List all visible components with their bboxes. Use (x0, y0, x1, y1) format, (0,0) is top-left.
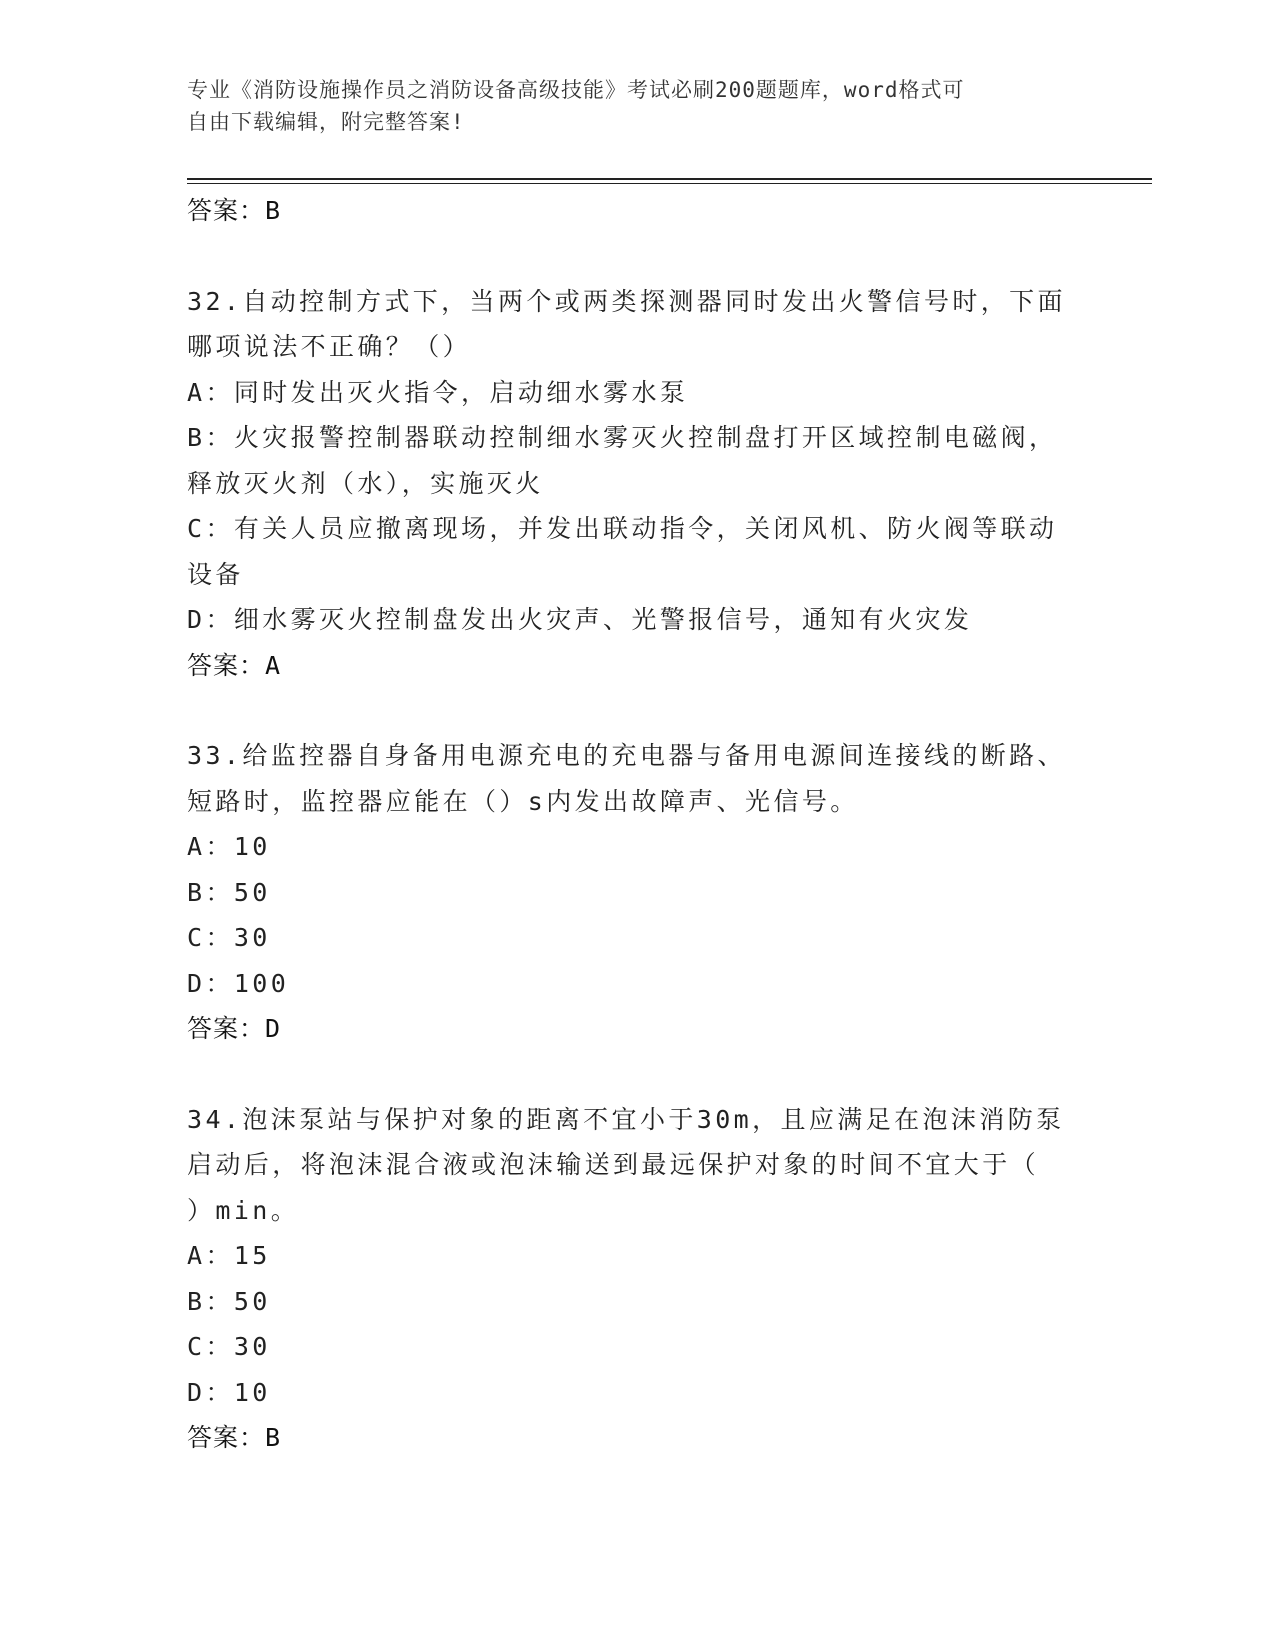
option-c: C：30 (187, 1332, 271, 1361)
question-33 (187, 733, 1087, 1052)
question-stem-line: 哪项说法不正确？（） (187, 332, 472, 361)
question-stem-line: 33.给监控器自身备用电源充电的充电器与备用电源间连接线的断路、 (187, 741, 1066, 770)
option-d: D：100 (187, 968, 290, 998)
answer-label: 答案：A (187, 650, 282, 680)
question-32 (187, 279, 1087, 689)
spacer (187, 234, 1087, 279)
option-c-continued: 设备 (187, 559, 244, 589)
question-stem-line: 短路时，监控器应能在（）s内发出故障声、光信号。 (187, 786, 859, 816)
question-stem-line: ）min。 (187, 1195, 300, 1225)
header-line-1: 专业《消防设施操作员之消防设备高级技能》考试必刷200题题库，word格式可 (187, 78, 965, 102)
option-c: C：30 (187, 923, 271, 952)
document-header (187, 74, 1087, 138)
question-34 (187, 1097, 1087, 1461)
spacer (187, 1052, 1087, 1097)
option-d: D：细水雾灭火控制盘发出火灾声、光警报信号，通知有火灾发 (187, 605, 973, 634)
option-c: C：有关人员应撤离现场，并发出联动指令，关闭风机、防火阀等联动 (187, 514, 1058, 543)
answer-label: 答案：D (187, 1014, 282, 1043)
option-a: A：10 (187, 832, 271, 861)
question-stem-line: 32.自动控制方式下，当两个或两类探测器同时发出火警信号时，下面 (187, 286, 1066, 316)
option-a: A：同时发出灭火指令，启动细水雾水泵 (187, 377, 689, 407)
question-stem-line: 启动后，将泡沫混合液或泡沫输送到最远保护对象的时间不宜大于（ (187, 1150, 1040, 1179)
spacer (187, 688, 1087, 733)
answer-label: 答案：B (187, 1423, 282, 1452)
header-divider (187, 178, 1152, 184)
previous-answer: 答案：B (187, 196, 282, 225)
header-line-2: 自由下载编辑，附完整答案! (187, 110, 465, 134)
option-d: D：10 (187, 1377, 271, 1407)
option-b: B：50 (187, 1286, 271, 1316)
option-a: A：15 (187, 1241, 271, 1270)
question-list (187, 188, 1087, 1461)
option-b: B：火灾报警控制器联动控制细水雾灭火控制盘打开区域控制电磁阀， (187, 423, 1058, 452)
option-b-continued: 释放灭火剂（水），实施灭火 (187, 468, 544, 498)
option-b: B：50 (187, 877, 271, 907)
question-stem-line: 34.泡沫泵站与保护对象的距离不宜小于30m，且应满足在泡沫消防泵 (187, 1104, 1065, 1134)
